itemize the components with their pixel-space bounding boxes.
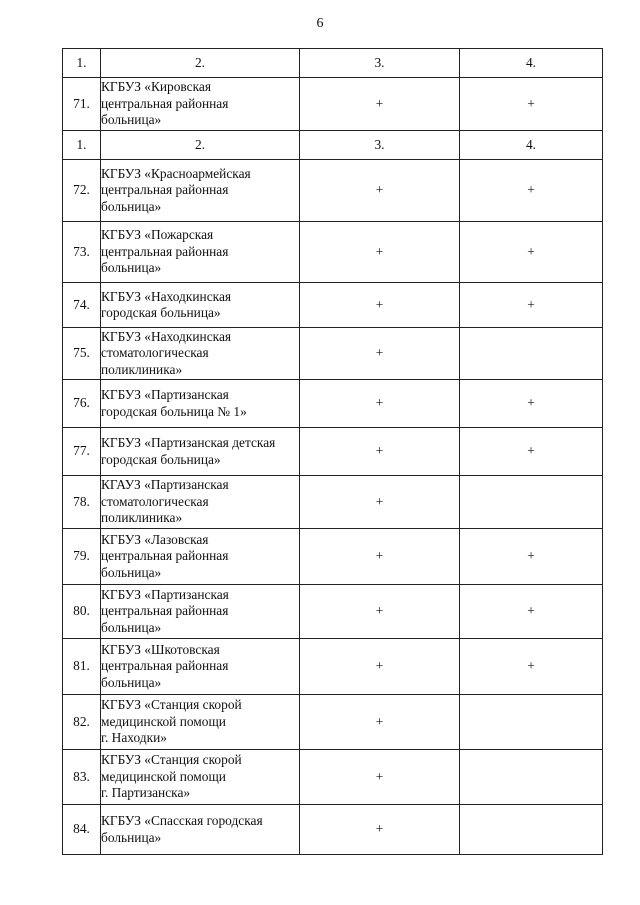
column-3-mark: + bbox=[300, 585, 460, 639]
row-number: 78. bbox=[63, 476, 101, 529]
table-row bbox=[63, 222, 603, 283]
table-row bbox=[63, 585, 603, 639]
column-3-mark: + bbox=[300, 328, 460, 380]
row-number: 84. bbox=[63, 805, 101, 855]
column-4-mark: + bbox=[460, 428, 603, 476]
column-3-mark: + bbox=[300, 160, 460, 222]
table-row bbox=[63, 380, 603, 428]
table-row bbox=[63, 160, 603, 222]
row-number: 81. bbox=[63, 639, 101, 695]
table-row bbox=[63, 283, 603, 328]
column-3-mark: + bbox=[300, 750, 460, 805]
organization-name-cell bbox=[101, 476, 300, 529]
column-4-mark: + bbox=[460, 585, 603, 639]
organization-name-cell bbox=[101, 585, 300, 639]
column-3-mark: + bbox=[300, 222, 460, 283]
column-3-mark: + bbox=[300, 529, 460, 585]
organization-name-cell bbox=[101, 750, 300, 805]
column-number-cell: 4. bbox=[460, 49, 603, 78]
column-4-mark: + bbox=[460, 160, 603, 222]
organization-name: КГБУЗ «Станция скорой медицинской помощи г. Партизанска» bbox=[101, 752, 242, 801]
organization-name: КГАУЗ «Партизанская стоматологическая поликлиника» bbox=[101, 477, 229, 526]
column-3-mark: + bbox=[300, 805, 460, 855]
row-number: 80. bbox=[63, 585, 101, 639]
column-3-mark: + bbox=[300, 476, 460, 529]
organization-name: КГБУЗ «Кировская центральная районная больница» bbox=[101, 79, 229, 128]
page-number: 6 bbox=[316, 16, 324, 31]
organization-name: КГБУЗ «Находкинская городская больница» bbox=[101, 288, 232, 320]
table-row bbox=[63, 639, 603, 695]
organization-name-cell bbox=[101, 283, 300, 328]
column-4-mark: + bbox=[460, 283, 603, 328]
column-4-mark: + bbox=[460, 78, 603, 131]
organization-name-cell bbox=[101, 380, 300, 428]
organization-name-cell bbox=[101, 428, 300, 476]
organization-name-cell bbox=[101, 222, 300, 283]
column-3-mark: + bbox=[300, 639, 460, 695]
table-row bbox=[63, 750, 603, 805]
table-row bbox=[63, 695, 603, 750]
organization-name: КГБУЗ «Спасская городская больница» bbox=[101, 813, 263, 845]
organization-name-cell bbox=[101, 160, 300, 222]
organization-name-cell bbox=[101, 529, 300, 585]
column-4-mark bbox=[460, 805, 603, 855]
column-number-cell: 3. bbox=[300, 131, 460, 160]
column-number-cell: 2. bbox=[101, 49, 300, 78]
table-row bbox=[63, 428, 603, 476]
table-row bbox=[63, 805, 603, 855]
document-table bbox=[62, 48, 603, 855]
organization-name: КГБУЗ «Лазовская центральная районная больница» bbox=[101, 531, 229, 580]
column-3-mark: + bbox=[300, 78, 460, 131]
organization-name: КГБУЗ «Пожарская центральная районная больница» bbox=[101, 227, 229, 276]
column-3-mark: + bbox=[300, 380, 460, 428]
organization-name: КГБУЗ «Партизанская детская городская больница» bbox=[101, 435, 276, 467]
column-3-mark: + bbox=[300, 283, 460, 328]
column-4-mark bbox=[460, 328, 603, 380]
row-number: 77. bbox=[63, 428, 101, 476]
row-number: 75. bbox=[63, 328, 101, 380]
row-number: 82. bbox=[63, 695, 101, 750]
organization-name: КГБУЗ «Находкинская стоматологическая поликлиника» bbox=[101, 328, 232, 377]
organization-name-cell bbox=[101, 328, 300, 380]
row-number: 83. bbox=[63, 750, 101, 805]
table-row bbox=[63, 328, 603, 380]
column-number-row bbox=[63, 49, 603, 78]
column-4-mark bbox=[460, 750, 603, 805]
table-row bbox=[63, 78, 603, 131]
row-number: 76. bbox=[63, 380, 101, 428]
organization-name-cell bbox=[101, 805, 300, 855]
row-number: 73. bbox=[63, 222, 101, 283]
row-number: 71. bbox=[63, 78, 101, 131]
column-4-mark: + bbox=[460, 639, 603, 695]
organization-name: КГБУЗ «Партизанская центральная районная больница» bbox=[101, 586, 229, 635]
organization-name: КГБУЗ «Шкотовская центральная районная больница» bbox=[101, 641, 229, 690]
organization-name: КГБУЗ «Красноармейская центральная районная больница» bbox=[101, 165, 251, 214]
column-3-mark: + bbox=[300, 695, 460, 750]
row-number: 74. bbox=[63, 283, 101, 328]
column-4-mark: + bbox=[460, 222, 603, 283]
column-number-cell: 3. bbox=[300, 49, 460, 78]
column-number-cell: 4. bbox=[460, 131, 603, 160]
organization-name: КГБУЗ «Станция скорой медицинской помощи г. Находки» bbox=[101, 697, 242, 746]
column-4-mark bbox=[460, 476, 603, 529]
row-number: 79. bbox=[63, 529, 101, 585]
column-4-mark: + bbox=[460, 380, 603, 428]
table-row bbox=[63, 529, 603, 585]
table-row bbox=[63, 476, 603, 529]
row-number: 72. bbox=[63, 160, 101, 222]
organization-name: КГБУЗ «Партизанская городская больница № 1» bbox=[101, 387, 247, 419]
table-body bbox=[63, 49, 603, 855]
column-4-mark: + bbox=[460, 529, 603, 585]
organization-name-cell bbox=[101, 78, 300, 131]
column-3-mark: + bbox=[300, 428, 460, 476]
column-4-mark bbox=[460, 695, 603, 750]
organization-name-cell bbox=[101, 695, 300, 750]
organization-name-cell bbox=[101, 639, 300, 695]
column-number-cell: 1. bbox=[63, 131, 101, 160]
column-number-cell: 1. bbox=[63, 49, 101, 78]
column-number-cell: 2. bbox=[101, 131, 300, 160]
column-number-row bbox=[63, 131, 603, 160]
